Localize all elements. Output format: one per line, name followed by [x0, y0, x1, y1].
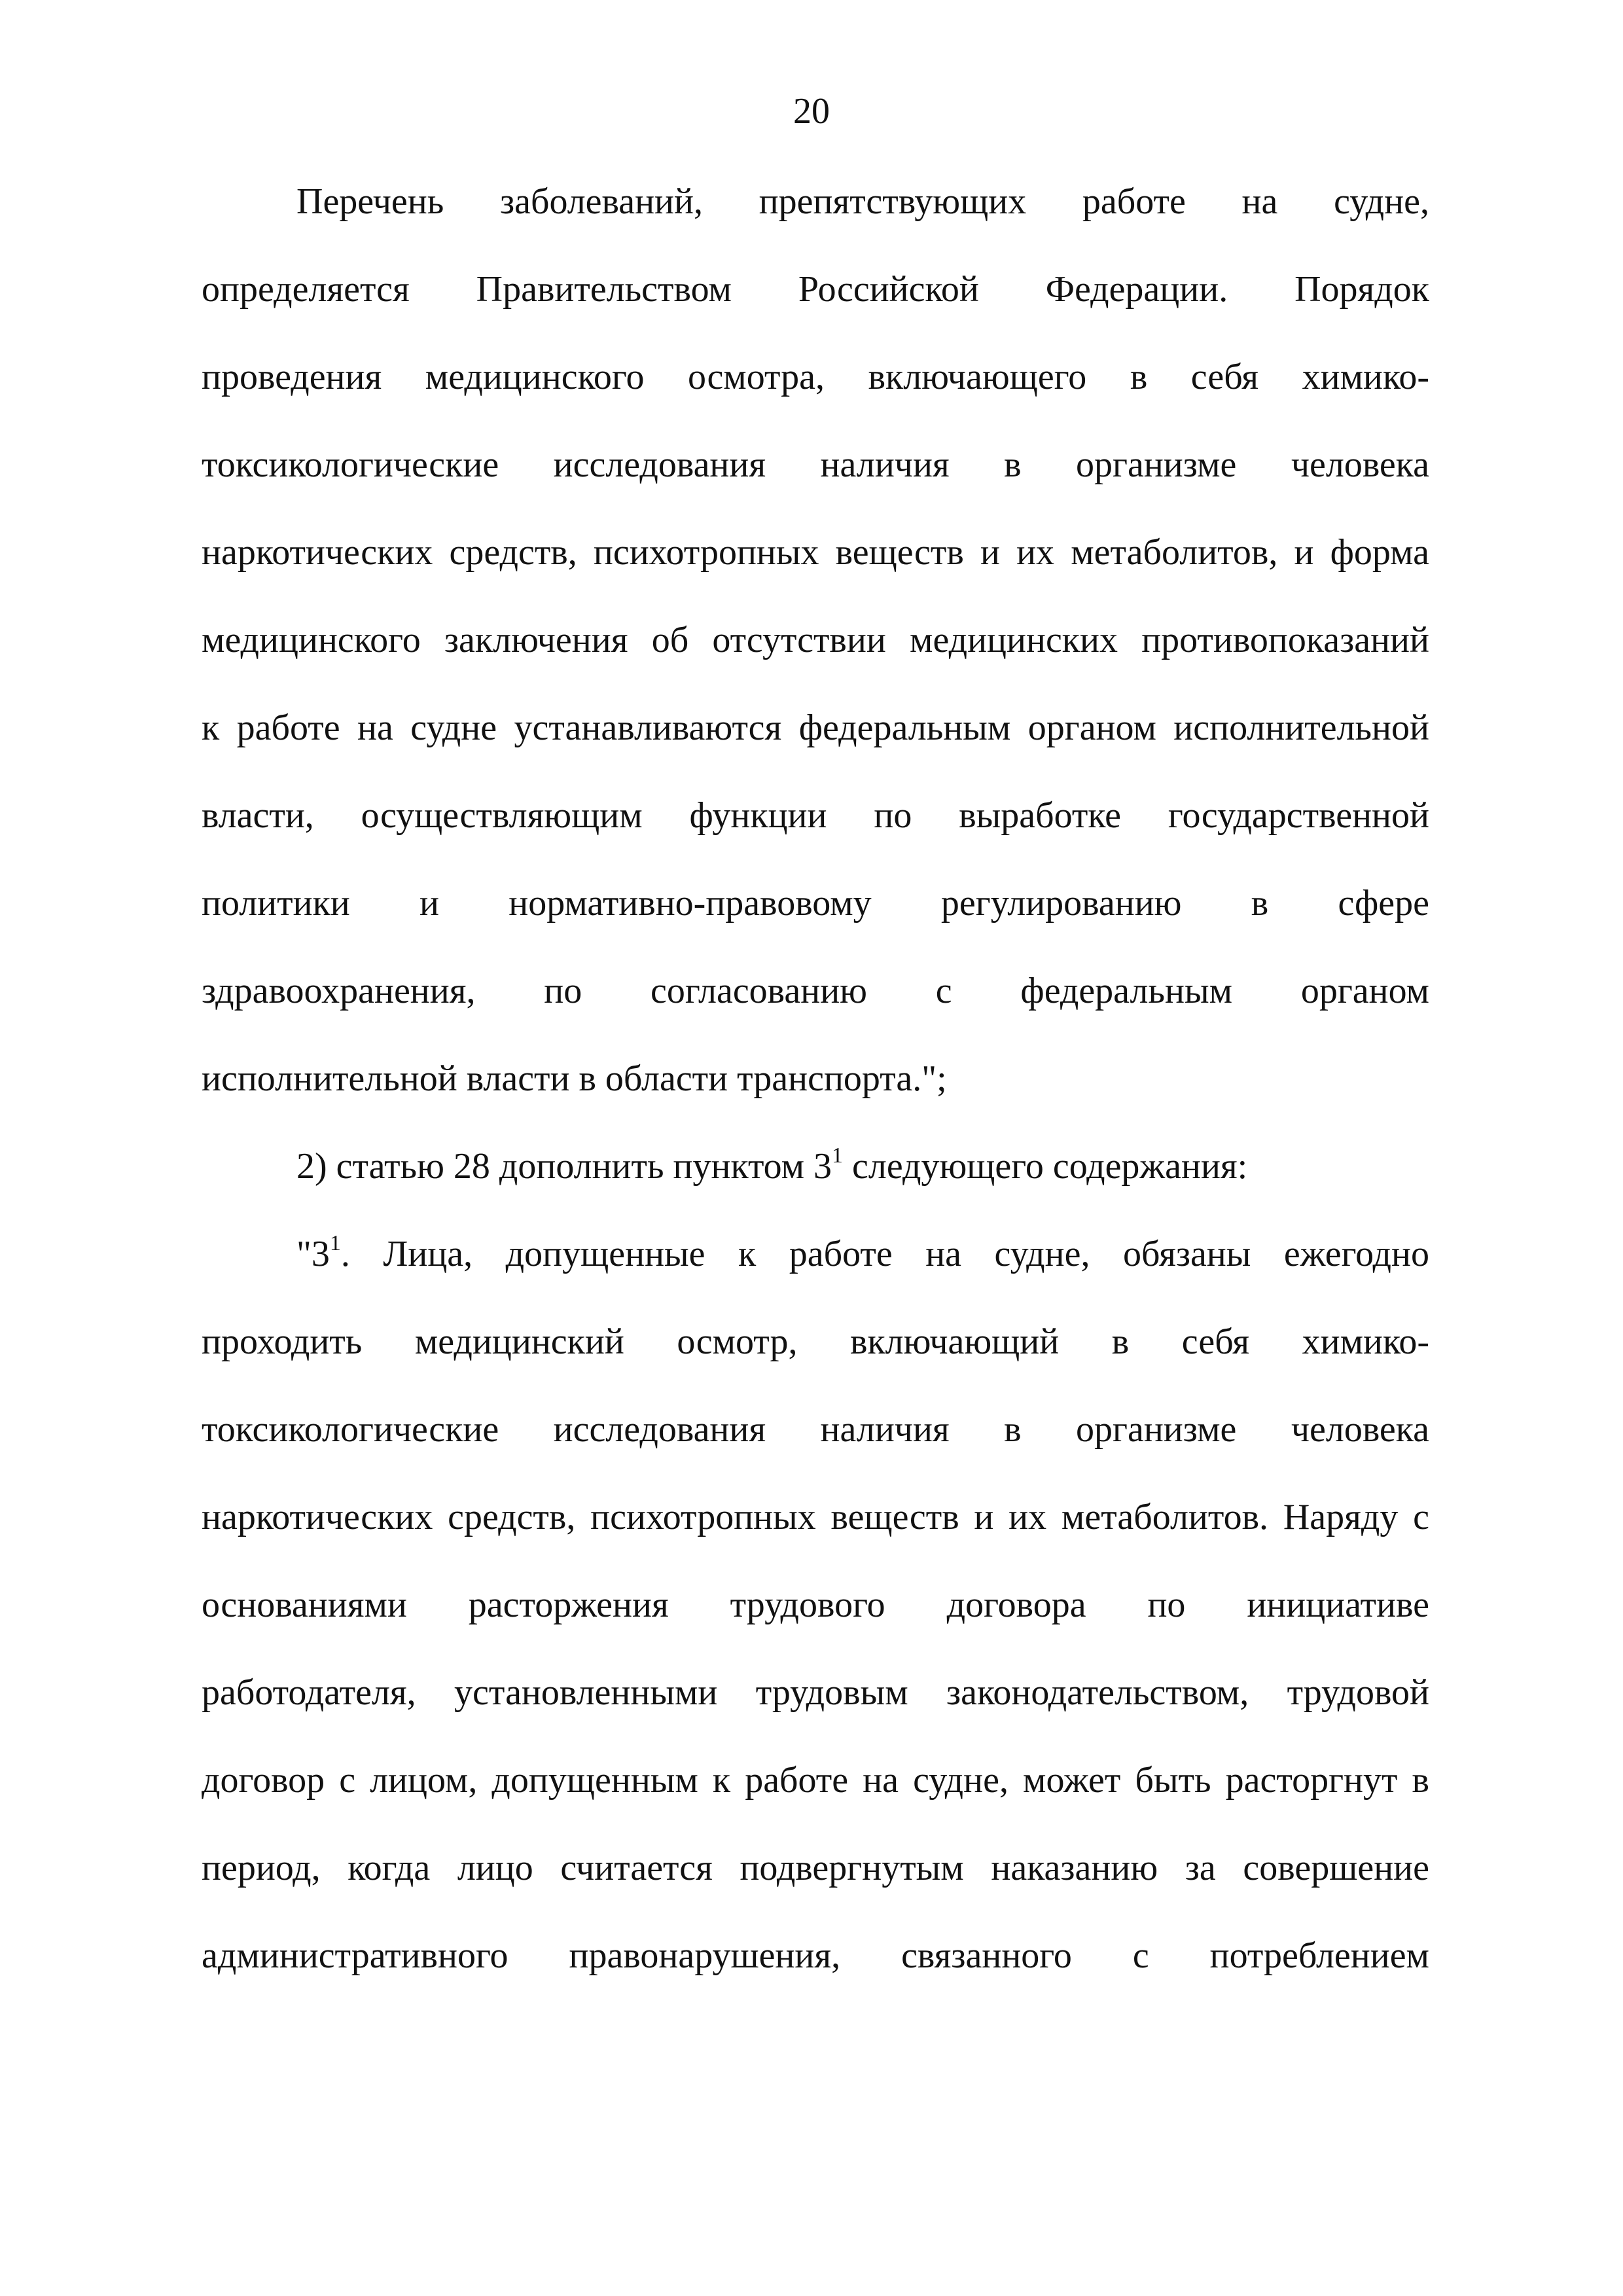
- text-line-20: период, когда лицо считается подвергнутым наказанию за совершение: [202, 1848, 1429, 1888]
- text-line-12: [296, 1140, 1429, 1193]
- text-line-19: договор с лицом, допущенным к работе на судне, может быть расторгнут в: [202, 1760, 1429, 1801]
- superscript-1: 1: [329, 1231, 341, 1255]
- text-line-15: токсикологические исследования наличия в организме человека: [202, 1409, 1429, 1450]
- text-line-21: административного правонарушения, связанного с потреблением: [202, 1935, 1429, 1976]
- text-line-3: проведения медицинского осмотра, включающего в себя химико-: [202, 357, 1429, 397]
- line-12-part-2: следующего содержания:: [843, 1146, 1248, 1187]
- text-line-6: медицинского заключения об отсутствии медицинских противопоказаний: [202, 620, 1429, 660]
- text-line-17: основаниями расторжения трудового договора по инициативе: [202, 1585, 1429, 1625]
- text-line-16: наркотических средств, психотропных веществ и их метаболитов. Наряду с: [202, 1497, 1429, 1537]
- text-line-13: [296, 1228, 1429, 1280]
- line-13-part-2: . Лица, допущенные к работе на судне, обязаны ежегодно: [340, 1234, 1429, 1274]
- text-line-7: к работе на судне устанавливаются федеральным органом исполнительной: [202, 708, 1429, 748]
- page-number: 20: [793, 91, 830, 132]
- superscript-1: 1: [832, 1143, 844, 1168]
- text-line-10: здравоохранения, по согласованию с федеральным органом: [202, 971, 1429, 1011]
- text-line-18: работодателя, установленными трудовым законодательством, трудовой: [202, 1672, 1429, 1713]
- text-line-4: токсикологические исследования наличия в организме человека: [202, 444, 1429, 485]
- text-line-11: исполнительной власти в области транспорта.";: [202, 1058, 947, 1099]
- text-line-5: наркотических средств, психотропных веществ и их метаболитов, и форма: [202, 532, 1429, 573]
- line-13-part-1: "3: [296, 1234, 330, 1274]
- text-line-14: проходить медицинский осмотр, включающий в себя химико-: [202, 1321, 1429, 1362]
- text-line-8: власти, осуществляющим функции по выработке государственной: [202, 795, 1429, 836]
- line-12-part-1: 2) статью 28 дополнить пунктом 3: [296, 1146, 832, 1187]
- text-line-2: определяется Правительством Российской Федерации. Порядок: [202, 269, 1429, 310]
- text-line-1: Перечень заболеваний, препятствующих работе на судне,: [296, 181, 1429, 222]
- text-line-9: политики и нормативно-правовому регулированию в сфере: [202, 883, 1429, 924]
